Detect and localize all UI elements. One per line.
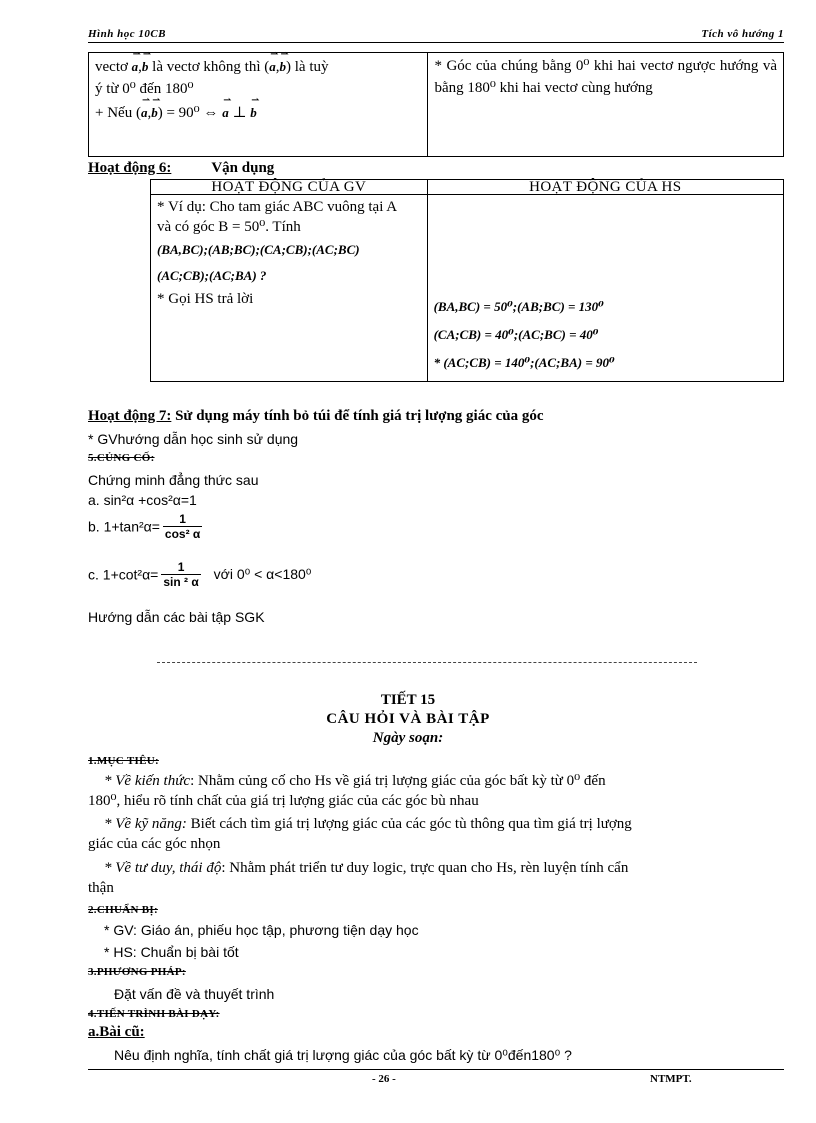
muctieu-knowledge: * Về kiến thức: Nhằm củng cố cho Hs về giá trị lượng giác của góc bất kỳ từ 0⁰ đến 180⁰, hiểu rõ tính chất của giá trị lượng giác của các góc bù nhau (88, 773, 606, 809)
lesson-date: Ngày soạn: (372, 730, 444, 746)
chuanbi-hs: * HS: Chuẩn bị bài tốt (104, 944, 239, 960)
header-left: Hình học 10CB (88, 28, 167, 40)
gv-guide: * GVhướng dẫn học sinh sử dụng (88, 431, 299, 447)
activity6-heading: Hoạt động 6: Vận dụng (88, 160, 275, 176)
muctieu-skills: * Về kỹ năng: Biết cách tìm giá trị lượng giác của các góc tù thông qua tìm giá trị lượng giác của các góc nhọn (88, 816, 632, 852)
baicu-heading: a.Bài cũ: (88, 1024, 145, 1040)
chuanbi-heading: 2.CHUẨN BỊ: (88, 904, 158, 916)
section-divider (157, 662, 697, 663)
activity7-heading: Hoạt động 7: Sử dụng máy tính bỏ túi để tính giá trị lượng giác của góc (88, 408, 544, 424)
head-gv: HOẠT ĐỘNG CỦA GV (151, 180, 428, 195)
identity-b: b. 1+tan²α= $\frac{1}{\text{cos² α}}$ (88, 512, 201, 541)
chuanbi-gv: * GV: Giáo án, phiếu học tập, phương tiện dạy học (104, 922, 419, 938)
lesson-number: TIẾT 15 (380, 692, 436, 708)
lesson-title: CÂU HỎI VÀ BÀI TẬP (326, 711, 490, 727)
header-right: Tích vô hướng 1 (701, 28, 784, 40)
baicu-text: Nêu định nghĩa, tính chất giá trị lượng giác của góc bất kỳ từ 0⁰đến180⁰ ? (114, 1047, 572, 1063)
table1-right-cell: * Góc của chúng bằng 0⁰ khi hai vectơ ngược hướng và bằng 180⁰ khi hai vectơ cùng hướng (428, 53, 784, 157)
muctieu-heading: 1.MỤC TIÊU: (88, 755, 159, 767)
cungco-heading: 5.CỦNG CỐ: (88, 452, 155, 464)
head-hs: HOẠT ĐỘNG CỦA HS (427, 180, 783, 195)
table1-left-cell: vectơ a ⇀,b ⇀ là vectơ không thì (a ⇀,b ⇀) là tuỳ ý từ 0⁰ đến 180⁰ + Nếu (a ⇀,b ⇀) = 90⁰ ⇔ a ⇀ ⊥ b ⇀ (89, 53, 428, 157)
cungco-intro: Chứng minh đẳng thức sau (88, 472, 259, 488)
hs-cell: (BA,BC) = 50⁰;(AB;BC) = 130⁰ (CA;CB) = 40⁰;(AC;BC) = 40⁰ * (AC;CB) = 140⁰;(AC;BA) = 90⁰ (427, 195, 783, 382)
gv-cell: * Ví dụ: Cho tam giác ABC vuông tại A và có góc B = 50⁰. Tính (BA,BC);(AB;BC);(CA;CB);(AC;BC) (AC;CB);(AC;BA) ? * Gọi HS trả lời (151, 195, 428, 382)
footer-author: NTMPT. (650, 1073, 692, 1085)
page-header (88, 28, 784, 43)
table-concept (88, 52, 784, 157)
table-activity6 (150, 179, 784, 382)
footer-rule (88, 1069, 784, 1070)
homework: Hướng dẫn các bài tập SGK (88, 609, 265, 625)
identity-c: c. 1+cot²α= $\frac{1}{\text{sin ² α}}$ với 0⁰ < α<180⁰ (88, 560, 312, 589)
phuongphap-text: Đặt vấn đề và thuyết trình (114, 986, 275, 1002)
tientrinh-heading: 4.TIẾN TRÌNH BÀI DẠY: (88, 1008, 220, 1020)
muctieu-attitude: * Về tư duy, thái độ: Nhằm phát triển tư duy logic, trực quan cho Hs, rèn luyện tính cẩn thận (88, 860, 629, 896)
page-number: - 26 - (372, 1073, 396, 1085)
table1-left-line2: ý từ 0⁰ đến 180⁰ (95, 81, 194, 97)
phuongphap-heading: 3.PHƯƠNG PHÁP: (88, 966, 186, 978)
identity-a: a. sin²α +cos²α=1 (88, 492, 197, 508)
